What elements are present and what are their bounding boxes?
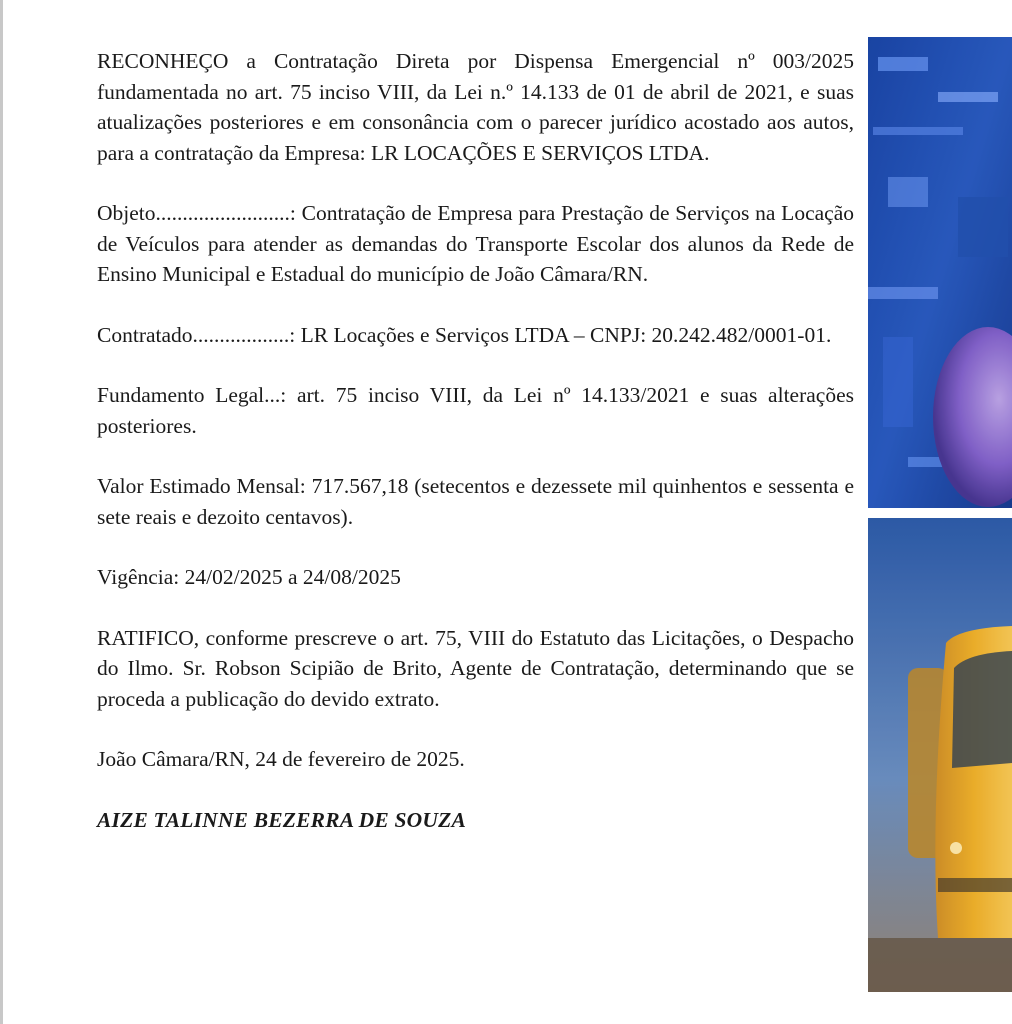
signature-name: AIZE TALINNE BEZERRA DE SOUZA: [97, 807, 467, 832]
yellow-school-bus-photo: [868, 518, 1012, 992]
side-photo-top: [868, 37, 1012, 508]
page-left-border: [0, 0, 3, 1024]
document-body: [97, 46, 854, 865]
paragraph-contratado: Contratado..................: LR Locações e Serviços LTDA – CNPJ: 20.242.482/0001-01.: [97, 322, 832, 347]
blue-abstract-photo: [868, 37, 1012, 508]
paragraph-ratifico: RATIFICO, conforme prescreve o art. 75, VIII do Estatuto das Licitações, o Despacho do Ilmo. Sr. Robson Scipião de Brito, Agente de Contratação, determinando que se proceda a publicação do devido extrato.: [97, 625, 854, 711]
paragraph-valor-estimado: Valor Estimado Mensal: 717.567,18 (setecentos e dezessete mil quinhentos e sessenta e sete reais e dezoito centavos).: [97, 474, 854, 529]
paragraph-date-place: João Câmara/RN, 24 de fevereiro de 2025.: [97, 747, 465, 771]
paragraph-reconheco: RECONHEÇO a Contratação Direta por Dispensa Emergencial nº 003/2025 fundamentada no art. 75 inciso VIII, da Lei n.º 14.133 de 01 de abril de 2021, e suas atualizações posteriores e em consonância com o parecer jurídico acostado aos autos, para a contratação da Empresa: LR LOCAÇÕES E SERVIÇOS LTDA.: [97, 49, 854, 165]
side-photo-bottom: [868, 518, 1012, 992]
paragraph-vigencia: Vigência: 24/02/2025 a 24/08/2025: [97, 565, 401, 589]
paragraph-fundamento-legal: Fundamento Legal...: art. 75 inciso VIII, da Lei nº 14.133/2021 e suas alterações posteriores.: [97, 383, 854, 438]
paragraph-objeto: Objeto.........................: Contratação de Empresa para Prestação de Serviços na Locação de Veículos para atender as demandas do Transporte Escolar dos alunos da Rede de Ensino Municipal e Estadual do município de João Câmara/RN.: [97, 201, 854, 286]
